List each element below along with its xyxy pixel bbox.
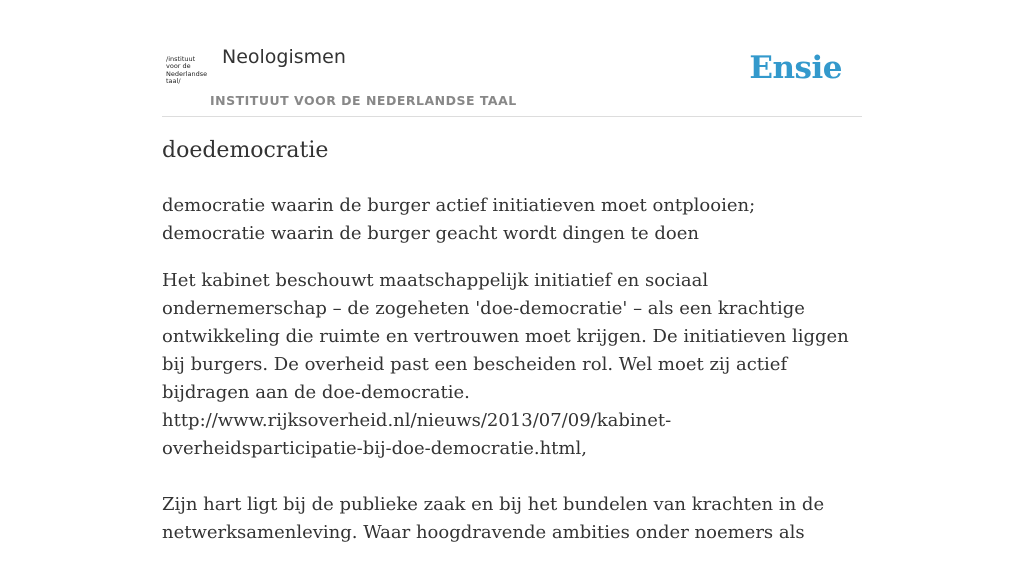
example-quote: Het kabinet beschouwt maatschappelijk initiatief en sociaal ondernemerschap – de zogeheten 'doe-democratie' – als een krachtige ontwikkeling die ruimte en vertrouwen moet krijgen. De initiatieven liggen bij burgers. De overheid past een bescheiden rol. Wel moet zij actief bijdragen aan de doe-democratie. http://www.rijksoverheid.nl/nieuws/2013/07/09/kabinet-overheidsparticipatie-bij-doe-democratie.html, <box>162 270 849 459</box>
ensie-brand-logo[interactable]: Ensie <box>749 50 842 86</box>
site-title[interactable]: Neologismen <box>222 46 346 68</box>
institute-logo[interactable]: /instituut voor de Nederlandse taal/ <box>166 55 208 86</box>
institute-subtitle: INSTITUUT VOOR DE NEDERLANDSE TAAL <box>210 93 517 108</box>
example-quote: Zijn hart ligt bij de publieke zaak en bij het bundelen van krachten in de netwerksamenleving. Waar hoogdravende ambities onder noemers als <box>162 494 825 543</box>
entry-examples <box>162 267 862 575</box>
header <box>162 0 862 117</box>
entry-definition: democratie waarin de burger actief initiatieven moet ontplooien; democratie waarin de burger geacht wordt dingen te doen <box>162 195 756 244</box>
entry-term: doedemocratie <box>162 138 329 163</box>
page <box>162 0 862 543</box>
